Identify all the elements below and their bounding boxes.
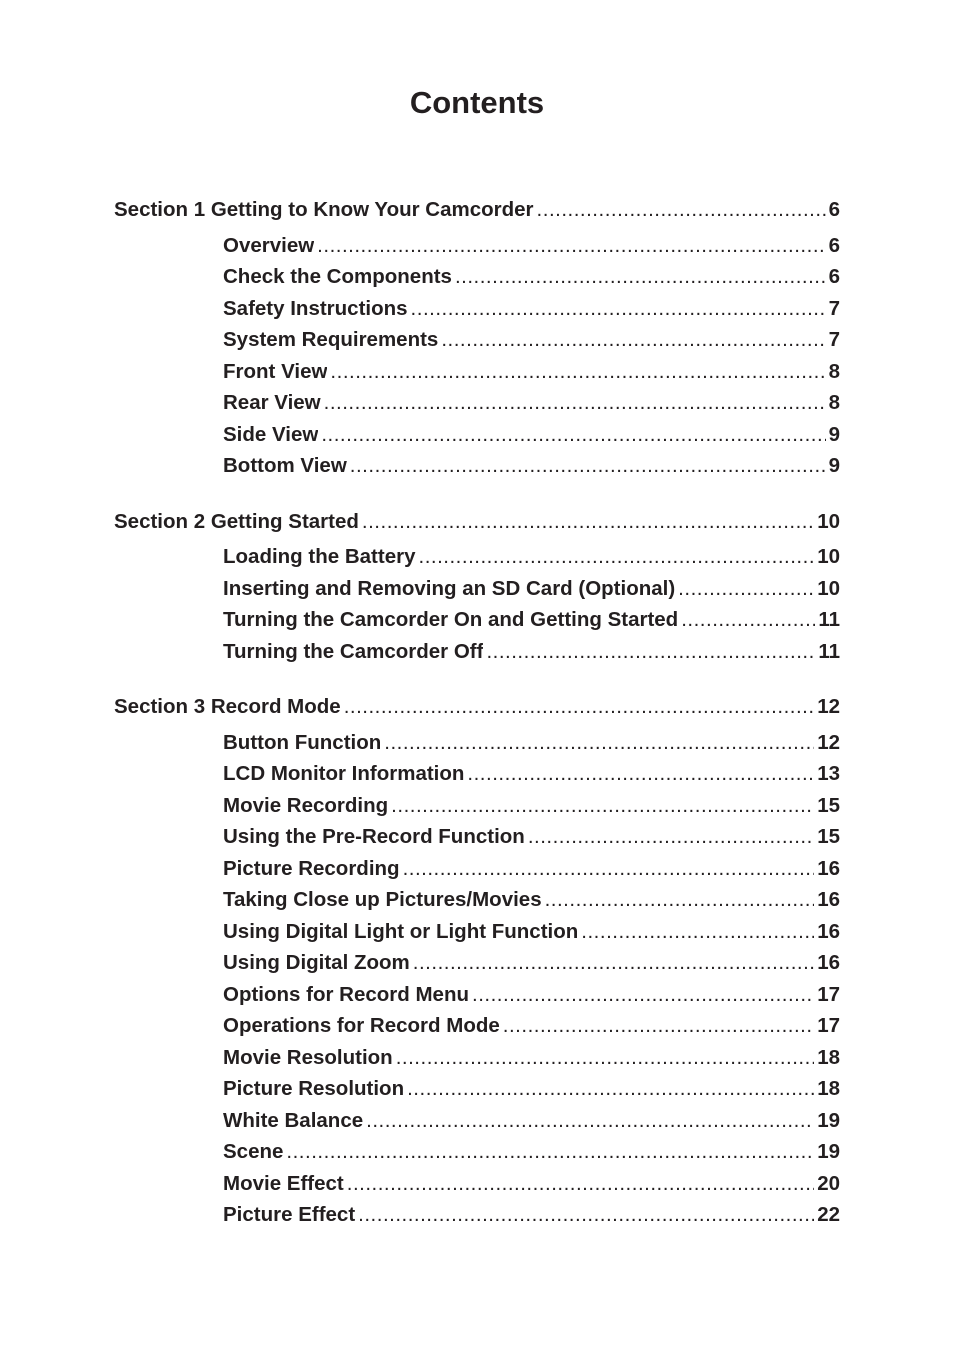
toc-page-number: 11	[818, 639, 840, 663]
toc-entry[interactable]	[114, 324, 840, 356]
dot-leader	[528, 821, 814, 853]
toc-entry[interactable]	[114, 604, 840, 636]
toc-entry[interactable]	[114, 1105, 840, 1137]
toc-entry-label: Scene	[223, 1140, 284, 1163]
toc-entry[interactable]	[114, 947, 840, 979]
toc-page-number: 7	[828, 328, 840, 351]
toc-entry[interactable]	[114, 979, 840, 1011]
toc-page-number: 17	[817, 1014, 840, 1037]
toc-page-number: 15	[817, 793, 840, 817]
toc-page-number: 16	[817, 888, 840, 911]
toc-entry-label: Operations for Record Mode	[223, 1014, 500, 1037]
toc-entry[interactable]	[114, 1168, 840, 1200]
toc-entry[interactable]	[114, 1010, 840, 1042]
dot-leader	[581, 916, 814, 948]
toc-entry-label: Rear View	[223, 391, 321, 414]
toc-entry-label: Using Digital Zoom	[223, 951, 410, 974]
toc-entry[interactable]	[114, 916, 840, 948]
toc-entry-label: Safety Instructions	[223, 296, 408, 320]
dot-leader	[411, 293, 826, 325]
toc-entry[interactable]	[114, 1199, 840, 1231]
toc-page-number: 18	[817, 1077, 840, 1100]
toc-page-number: 17	[817, 982, 840, 1006]
dot-leader	[330, 356, 825, 388]
toc-page-number: 9	[828, 454, 840, 477]
toc-entry-label: LCD Monitor Information	[223, 762, 465, 785]
toc-page-number: 18	[817, 1045, 840, 1069]
toc-page-number: 8	[828, 391, 840, 414]
toc-page-number: 6	[828, 198, 840, 221]
dot-leader	[362, 506, 814, 538]
toc-entry-label: Section 1 Getting to Know Your Camcorder	[114, 198, 534, 221]
dot-leader	[486, 636, 815, 668]
toc-section-1	[114, 194, 840, 482]
dot-leader	[350, 450, 826, 482]
toc-page-number: 12	[817, 730, 840, 754]
dot-leader	[391, 790, 814, 822]
toc-entry[interactable]	[114, 541, 840, 573]
toc-entry-label: Front View	[223, 359, 328, 383]
toc-page-number: 13	[817, 762, 840, 785]
toc-entry-label: Picture Resolution	[223, 1077, 405, 1100]
toc-entry-label: Using the Pre-Record Function	[223, 825, 525, 848]
toc-page-number: 19	[817, 1108, 840, 1132]
toc-entry-label: System Requirements	[223, 328, 439, 351]
toc-entry[interactable]	[114, 727, 840, 759]
toc-section-heading[interactable]	[114, 506, 840, 538]
toc-entry-label: Inserting and Removing an SD Card (Optional)	[223, 576, 676, 600]
toc-entry-label: Button Function	[223, 730, 382, 754]
toc-entry-label: Picture Effect	[223, 1203, 356, 1226]
toc-page-number: 22	[817, 1203, 840, 1226]
toc-page-number: 12	[817, 695, 840, 718]
dot-leader	[344, 691, 815, 723]
dot-leader	[678, 573, 814, 605]
toc-entry-label: Taking Close up Pictures/Movies	[223, 888, 542, 911]
dot-leader	[403, 853, 815, 885]
toc-entry-label: Section 2 Getting Started	[114, 509, 359, 533]
dot-leader	[413, 947, 814, 979]
dot-leader	[286, 1136, 814, 1168]
toc-page-number: 6	[828, 233, 840, 257]
toc-entry-label: Section 3 Record Mode	[114, 695, 341, 718]
dot-leader	[537, 194, 826, 226]
toc-entry-label: Movie Effect	[223, 1171, 344, 1195]
toc-entry-label: Picture Recording	[223, 856, 400, 880]
toc-entry-label: Loading the Battery	[223, 545, 416, 568]
toc-entry-label: Check the Components	[223, 265, 452, 288]
toc-page-number: 16	[817, 951, 840, 974]
toc-entry[interactable]	[114, 636, 840, 668]
dot-leader	[396, 1042, 814, 1074]
toc-page-number: 10	[817, 576, 840, 600]
dot-leader	[441, 324, 825, 356]
toc-entry[interactable]	[114, 1042, 840, 1074]
dot-leader	[545, 884, 815, 916]
dot-leader	[419, 541, 815, 573]
toc-section-3	[114, 691, 840, 1231]
toc-entry-label: Turning the Camcorder On and Getting Started	[223, 608, 679, 631]
toc-page-number: 7	[828, 296, 840, 320]
toc-entry[interactable]	[114, 790, 840, 822]
toc-entry[interactable]	[114, 853, 840, 885]
toc-page-number: 10	[817, 545, 840, 568]
toc-section-2	[114, 506, 840, 668]
toc-entry[interactable]	[114, 758, 840, 790]
toc-entry[interactable]	[114, 884, 840, 916]
dot-leader	[324, 387, 826, 419]
toc-page-number: 9	[828, 422, 840, 446]
toc-entry-label: Side View	[223, 422, 319, 446]
toc-entry-label: Using Digital Light or Light Function	[223, 919, 579, 943]
toc-page-number: 15	[817, 825, 840, 848]
toc-entry[interactable]	[114, 1073, 840, 1105]
toc-page-number: 19	[817, 1140, 840, 1163]
toc-entry[interactable]	[114, 261, 840, 293]
toc-entry[interactable]	[114, 1136, 840, 1168]
toc-entry-label: Bottom View	[223, 454, 347, 477]
dot-leader	[384, 727, 814, 759]
toc-entry-label: White Balance	[223, 1108, 364, 1132]
dot-leader	[681, 604, 815, 636]
toc-entry[interactable]	[114, 230, 840, 262]
toc-entry-label: Turning the Camcorder Off	[223, 639, 484, 663]
toc-entry[interactable]	[114, 573, 840, 605]
dot-leader	[503, 1010, 814, 1042]
toc-entry[interactable]	[114, 293, 840, 325]
toc-entry-label: Overview	[223, 233, 315, 257]
toc-entry[interactable]	[114, 356, 840, 388]
toc-page-number: 11	[818, 608, 840, 631]
toc-page-number: 10	[817, 509, 840, 533]
table-of-contents	[114, 194, 840, 1255]
toc-page-number: 6	[828, 265, 840, 288]
dot-leader	[407, 1073, 814, 1105]
toc-entry-label: Movie Resolution	[223, 1045, 393, 1069]
dot-leader	[455, 261, 826, 293]
toc-entry-label: Options for Record Menu	[223, 982, 469, 1006]
dot-leader	[467, 758, 814, 790]
toc-entry[interactable]	[114, 821, 840, 853]
toc-entry[interactable]	[114, 419, 840, 451]
dot-leader	[317, 230, 825, 262]
toc-page-number: 8	[828, 359, 840, 383]
toc-page-number: 16	[817, 919, 840, 943]
toc-page-number: 20	[817, 1171, 840, 1195]
dot-leader	[366, 1105, 814, 1137]
dot-leader	[321, 419, 825, 451]
toc-section-heading[interactable]	[114, 194, 840, 226]
toc-entry-label: Movie Recording	[223, 793, 389, 817]
toc-page-number: 16	[817, 856, 840, 880]
toc-section-heading[interactable]	[114, 691, 840, 723]
dot-leader	[472, 979, 814, 1011]
dot-leader	[347, 1168, 814, 1200]
toc-entry[interactable]	[114, 387, 840, 419]
page-title: Contents	[409, 85, 545, 120]
toc-entry[interactable]	[114, 450, 840, 482]
dot-leader	[358, 1199, 814, 1231]
